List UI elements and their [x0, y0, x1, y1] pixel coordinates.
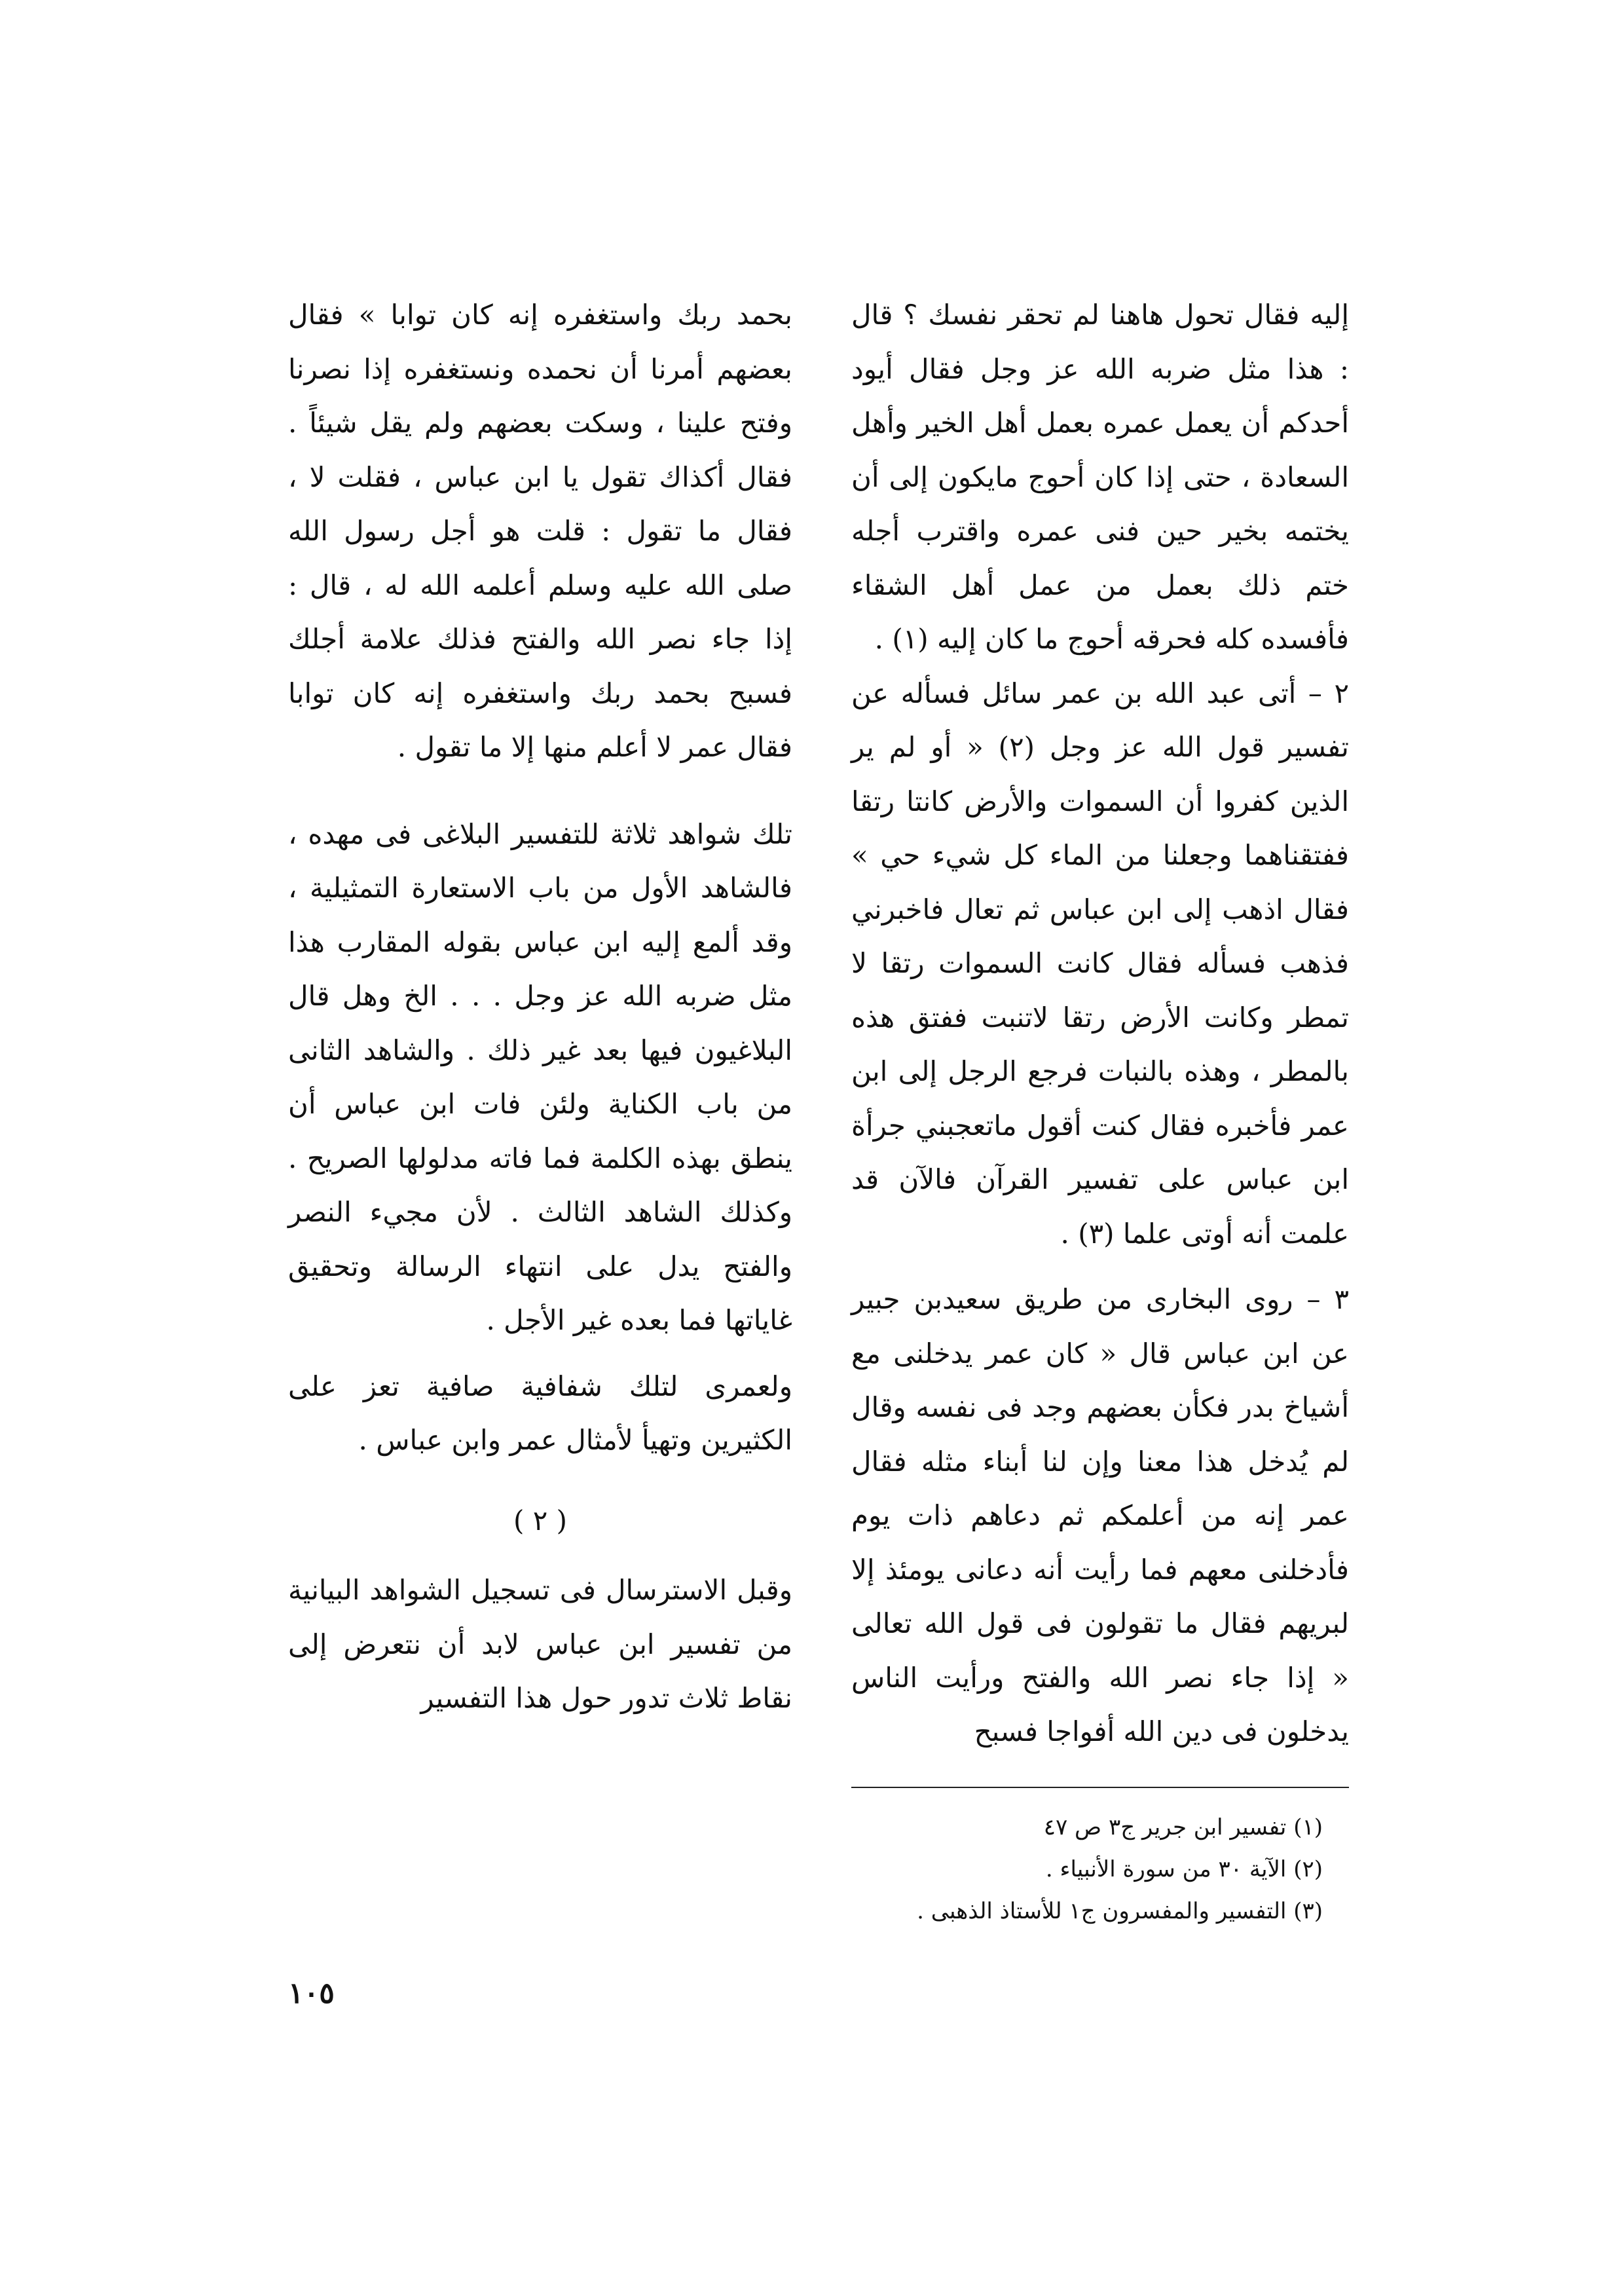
- paragraph-right-3: ٣ – روى البخارى من طريق سعيدبن جبير عن ابن عباس قال « كان عمر يدخلنى مع أشياخ بدر فكأن بعضهم وجد فى نفسه وقال لم يُدخل هذا معنا وإن لنا أبناء مثله فقال عمر إنه من أعلمكم ثم دعاهم ذات يوم فأدخلنى معهم فما رأيت أنه دعانى يومئذ إلا لبريهم فقال ما تقولون فى قول الله تعالى « إذا جاء نصر الله والفتح ورأيت الناس يدخلون فى دين الله أفواجا فسبح: [851, 1283, 1349, 1747]
- right-text-column: [851, 288, 1349, 1759]
- paragraph-left-4: وقبل الاسترسال فى تسجيل الشواهد البيانية من تفسير ابن عباس لابد أن نتعرض إلى نقاط ثلاث تدور حول هذا التفسير: [288, 1574, 793, 1714]
- footnote-2: (٢) الآية ٣٠ من سورة الأنبياء .: [1045, 1856, 1323, 1882]
- section-heading: ( ٢ ): [513, 1504, 568, 1537]
- footnote-divider: [851, 1787, 1349, 1788]
- paragraph-left-3: ولعمرى لتلك شفافية صافية تعز على الكثيرين وتهيأ لأمثال عمر وابن عباس .: [288, 1370, 792, 1456]
- left-text-column: [288, 288, 792, 1726]
- footnote-1: (١) تفسير ابن جرير ج٣ ص ٤٧: [1043, 1814, 1323, 1840]
- paragraph-left-2: تلك شواهد ثلاثة للتفسير البلاغى فى مهده ، فالشاهد الأول من باب الاستعارة التمثيلية ، وقد ألمع إليه ابن عباس بقوله المقارب هذا مثل ضربه الله عز وجل . . . الخ وهل قال البلاغيون فيها بعد غير ذلك . والشاهد الثانى من باب الكناية ولئن فات ابن عباس أن ينطق بهذه الكلمة فما فاته مدلولها الصريح . وكذلك الشاهد الثالث . لأن مجيء النصر والفتح يدل على انتهاء الرسالة وتحقيق غاياتها فما بعده غير الأجل .: [288, 817, 792, 1336]
- footnotes: [851, 1806, 1349, 1932]
- page-number: ١٠٥: [288, 1977, 335, 2010]
- paragraph-right-1: إليه فقال تحول هاهنا لم تحقر نفسك ؟ قال : هذا مثل ضربه الله عز وجل فقال أيود أحدكم أن يعمل عمره بعمل أهل الخير وأهل السعادة ، حتى إذا كان أحوج مايكون إلى أن يختمه بخير حين فنى عمره واقترب أجله ختم ذلك بعمل من عمل أهل الشقاء فأفسده كله فحرقه أحوج ما كان إليه (١) .: [851, 299, 1349, 655]
- footnote-3: (٣) التفسير والمفسرون ج١ للأستاذ الذهبى .: [917, 1898, 1323, 1924]
- paragraph-right-2: ٢ – أتى عبد الله بن عمر سائل فسأله عن تفسير قول الله عز وجل (٢) « أو لم ير الذين كفروا أن السموات والأرض كانتا رتقا ففتقناهما وجعلنا من الماء كل شيء حي » فقال اذهب إلى ابن عباس ثم تعال فاخبرني فذهب فسأله فقال كانت السموات رتقا لا تمطر وكانت الأرض رتقا لاتنبت ففتق هذه بالمطر ، وهذه بالنبات فرجع الرجل إلى ابن عمر فأخبره فقال كنت أقول ماتعجبني جرأة ابن عباس على تفسير القرآن فالآن قد علمت أنه أوتى علما (٣) .: [851, 677, 1349, 1250]
- paragraph-left-continuation: بحمد ربك واستغفره إنه كان توابا » فقال بعضهم أمرنا أن نحمده ونستغفره إذا نصرنا وفتح علينا ، وسكت بعضهم ولم يقل شيئاً . فقال أكذاك تقول يا ابن عباس ، فقلت لا ، فقال ما تقول : قلت هو أجل رسول الله صلى الله عليه وسلم أعلمه الله له ، قال : إذا جاء نصر الله والفتح فذلك علامة أجلك فسبح بحمد ربك واستغفره إنه كان توابا فقال عمر لا أعلم منها إلا ما تقول .: [288, 299, 792, 763]
